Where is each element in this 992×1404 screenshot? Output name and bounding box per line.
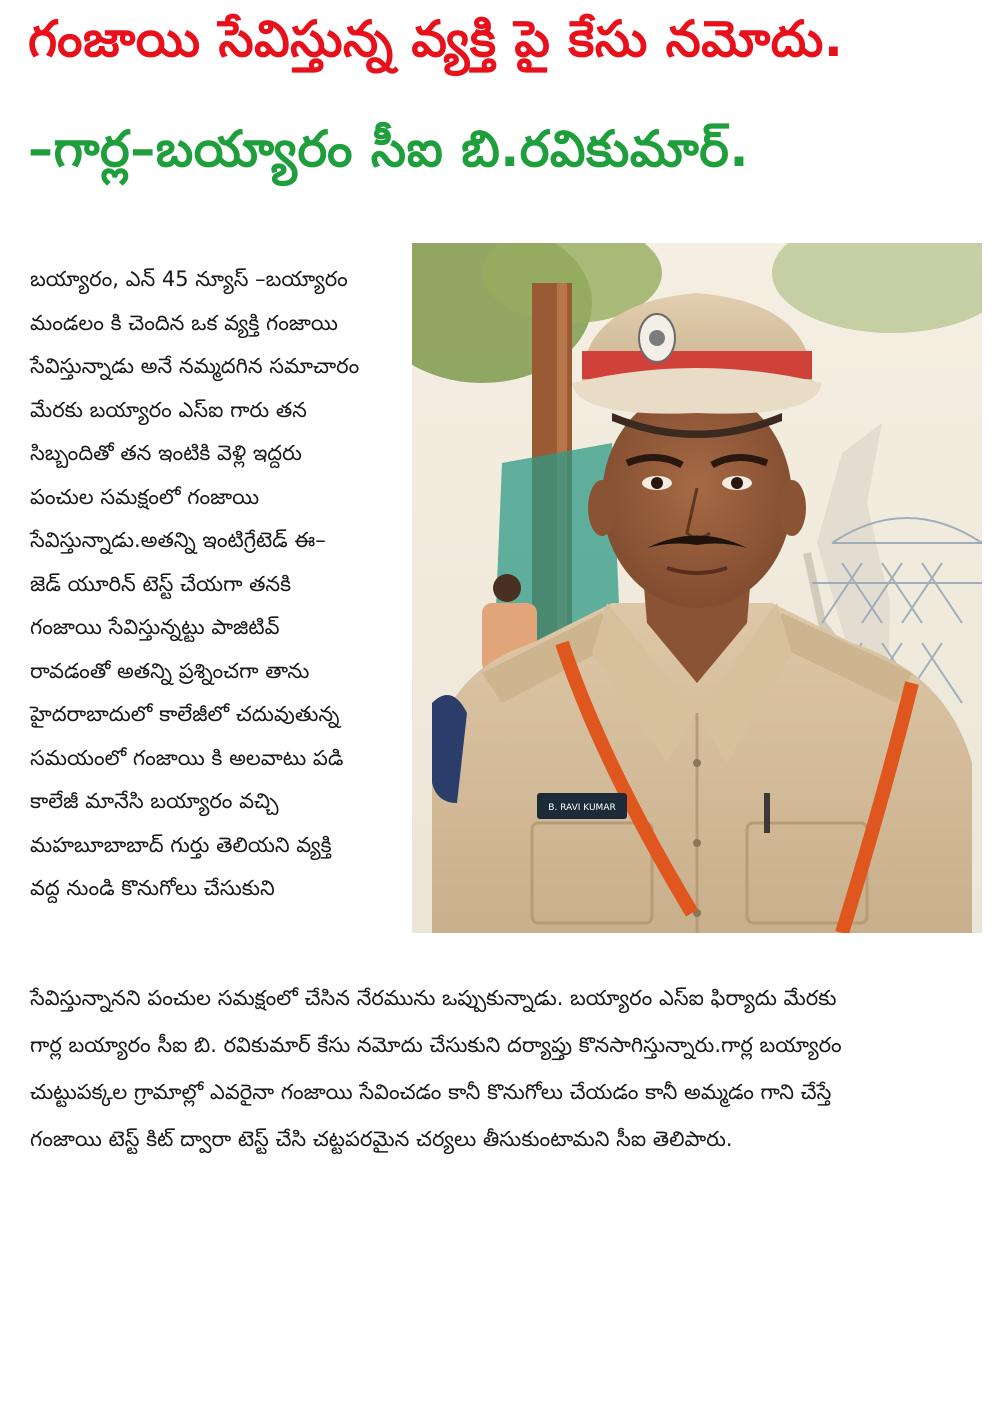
article-line: జెడ్ యూరిన్ టెస్ట్ చేయగా తనకి: [30, 571, 292, 596]
article-line: మండలం కి చెందిన ఒక వ్యక్తి గంజాయి: [30, 310, 338, 335]
headline-title: గంజాయి సేవిస్తున్న వ్యక్తి పై కేసు నమోదు.: [28, 10, 844, 68]
officer-photo: [412, 243, 982, 933]
article-line: గార్ల బయ్యారం సీఐ బి. రవికుమార్ కేసు నమోదు చేసుకుని దర్యాప్తు కొనసాగిస్తున్నారు.గార్ల బయ్యారం: [30, 1033, 842, 1057]
article-line: రావడంతో అతన్ని ప్రశ్నించగా తాను: [30, 658, 310, 683]
article-line: సేవిస్తున్నానని పంచుల సమక్షంలో చేసిన నేరమును ఒప్పుకున్నాడు. బయ్యారం ఎస్ఐ ఫిర్యాదు మేరకు: [30, 986, 837, 1010]
article-line: కాలేజీ మానేసి బయ్యారం వచ్చి: [30, 789, 279, 813]
article-line: వద్ద నుండి కొనుగోలు చేసుకుని: [30, 876, 275, 900]
article-line: సమయంలో గంజాయి కి అలవాటు పడి: [30, 745, 344, 770]
article-line: సేవిస్తున్నాడు అనే నమ్మదగిన సమాచారం: [30, 354, 360, 378]
article-line: బయ్యారం, ఎన్ 45 న్యూస్ –బయ్యారం: [30, 267, 348, 291]
article-line: గంజాయి టెస్ట్ కిట్ ద్వారా టెస్ట్ చేసి చట్టపరమైన చర్యలు తీసుకుంటామని సీఐ తెలిపారు.: [30, 1127, 733, 1151]
article-line: సేవిస్తున్నాడు.అతన్ని ఇంటిగ్రేటెడ్ ఈ–: [30, 528, 326, 552]
article-continuation: [30, 975, 980, 1163]
article-line: మేరకు బయ్యారం ఎస్ఐ గారు తన: [30, 397, 307, 422]
article-line: గంజాయి సేవిస్తున్నట్టు పాజిటివ్: [30, 615, 280, 639]
name-plate: B. RAVI KUMAR: [548, 803, 616, 813]
article-line: హైదరాబాదులో కాలేజీలో చదువుతున్న: [30, 702, 340, 726]
article-line: పంచుల సమక్షంలో గంజాయి: [30, 484, 260, 509]
article-line: సిబ్బందితో తన ఇంటికి వెళ్లి ఇద్దరు: [30, 441, 302, 465]
article-line: చుట్టుపక్కల గ్రామాల్లో ఎవరైనా గంజాయి సేవించడం కానీ కొనుగోలు చేయడం కానీ అమ్మడం గాని చేస్తే: [30, 1080, 832, 1104]
article-line: మహబూబాబాద్ గుర్తు తెలియని వ్యక్తి: [30, 832, 332, 857]
article-column: [30, 258, 402, 911]
headline-subtitle: –గార్ల–బయ్యారం సీఐ బి.రవికుమార్.: [28, 120, 749, 178]
